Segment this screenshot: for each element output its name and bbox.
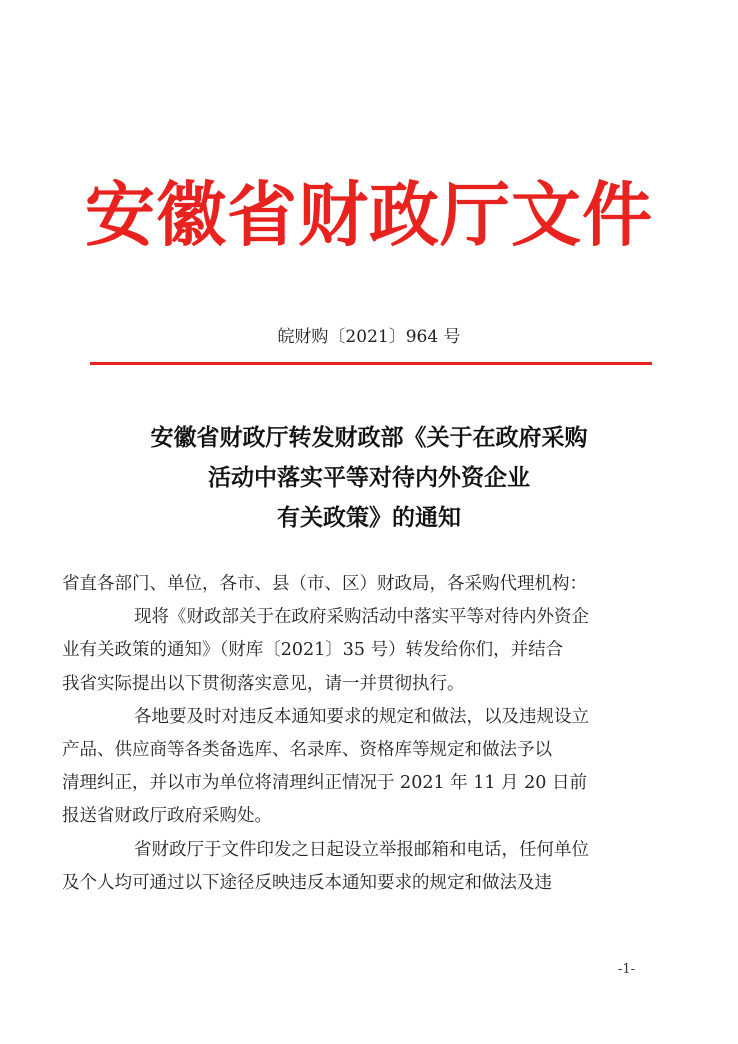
title-line-1: 安徽省财政厅转发财政部《关于在政府采购 [150, 424, 588, 451]
paragraph-3-line-1: 省财政厅于文件印发之日起设立举报邮箱和电话，任何单位 [134, 839, 589, 860]
title-line-2: 活动中落实平等对待内外资企业 [208, 464, 530, 491]
paragraph-3-line-2: 及个人均可通过以下途径反映违反本通知要求的规定和做法及违 [62, 872, 552, 893]
paragraph-1-line-1: 现将《财政部关于在政府采购活动中落实平等对待内外资企 [134, 607, 589, 628]
paragraph-1-line-2: 业有关政策的通知》（财库〔2021〕35 号）转发给你们，并结合 [62, 640, 564, 661]
title-line-3: 有关政策》的通知 [277, 504, 461, 531]
document-masthead: 安徽省财政厅文件 [85, 173, 653, 256]
paragraph-1-line-3: 我省实际提出以下贯彻落实意见，请一并贯彻执行。 [62, 673, 465, 694]
document-body [62, 568, 658, 900]
paragraph-2-line-3: 清理纠正，并以市为单位将清理纠正情况于 2021 年 11 月 20 日前 [62, 773, 587, 794]
paragraph-2-line-1: 各地要及时对违反本通知要求的规定和做法，以及违规设立 [134, 706, 589, 727]
paragraph-2-line-4: 报送省财政厅政府采购处。 [62, 806, 272, 827]
document-number: 皖财购〔2021〕964 号 [277, 327, 461, 347]
page-number: -1- [618, 962, 636, 977]
red-divider-line [90, 362, 652, 365]
salutation: 省直各部门、单位，各市、县（市、区）财政局，各采购代理机构： [62, 574, 587, 594]
paragraph-2-line-2: 产品、供应商等各类备选库、名录库、资格库等规定和做法予以 [62, 740, 552, 761]
document-title [60, 418, 678, 538]
